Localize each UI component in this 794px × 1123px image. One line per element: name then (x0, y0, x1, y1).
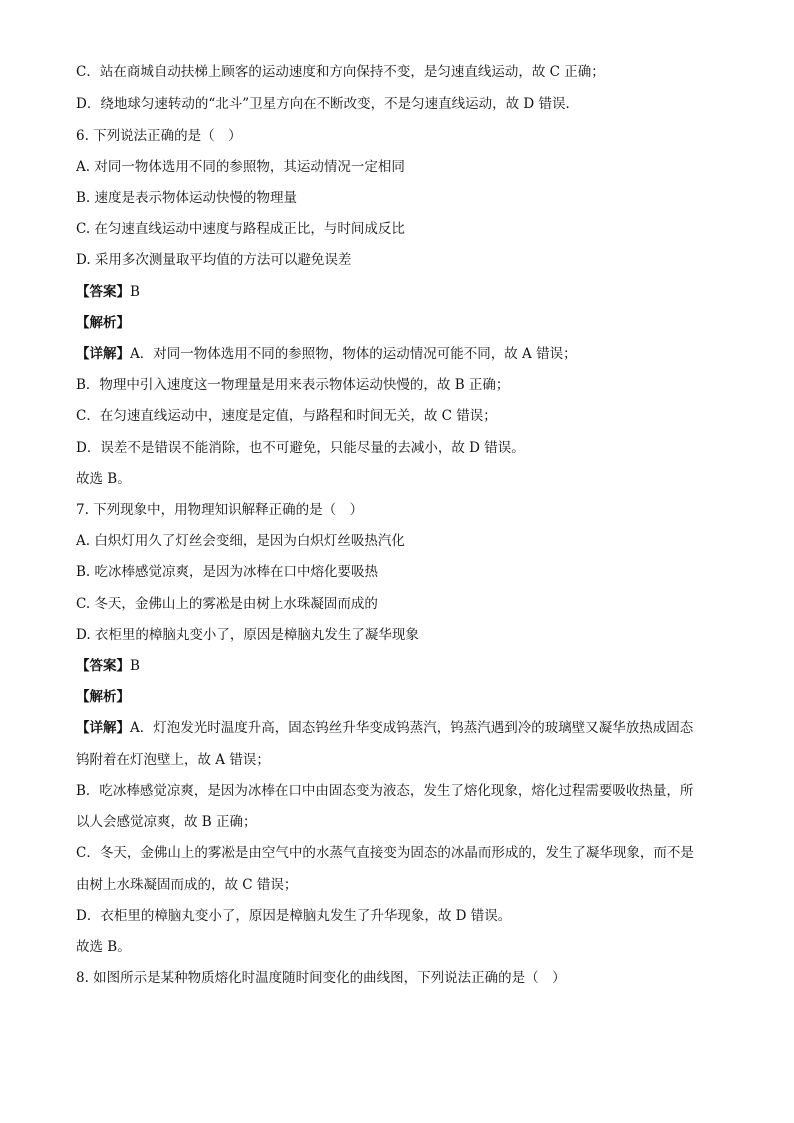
question-7-option-a: A. 白炽灯用久了灯丝会变细，是因为白炽灯丝吸热汽化 (76, 533, 405, 549)
question-7-option-d: D. 衣柜里的樟脑丸变小了，原因是樟脑丸发生了凝华现象 (76, 627, 419, 643)
question-6-detail-a (76, 344, 734, 364)
question-6-option-d: D. 采用多次测量取平均值的方法可以避免误差 (76, 252, 352, 268)
question-6-analysis-heading (76, 313, 734, 333)
question-7-conclusion: 故选 B。 (76, 939, 131, 955)
question-7-detail-b-1: B．吃冰棒感觉凉爽，是因为冰棒在口中由固态变为液态，发生了熔化现象，熔化过程需要吸收热量，所 (76, 783, 694, 799)
detail-text: A．对同一物体选用不同的参照物，物体的运动情况可能不同，故 A 错误； (130, 346, 577, 362)
prev-option-c-explanation: C．站在商城自动扶梯上顾客的运动速度和方向保持不变，是匀速直线运动，故 C 正确； (76, 64, 605, 80)
prev-option-d-explanation: D．绕地球匀速转动的“北斗”卫星方向在不断改变，不是匀速直线运动，故 D 错误． (76, 96, 580, 112)
question-6-conclusion: 故选 B。 (76, 471, 131, 487)
question-7-detail-a-1 (76, 718, 734, 738)
question-7-stem: 7. 下列现象中，用物理知识解释正确的是（ ） (76, 502, 364, 518)
detail-tag: 【详解】 (76, 720, 130, 736)
analysis-tag: 【解析】 (76, 315, 130, 331)
question-6-detail-d: D．误差不是错误不能消除，也不可避免，只能尽量的去减小，故 D 错误。 (76, 440, 525, 456)
answer-value: B (130, 658, 140, 674)
analysis-tag: 【解析】 (76, 689, 130, 705)
question-6-detail-c: C．在匀速直线运动中，速度是定值，与路程和时间无关，故 C 错误； (76, 408, 497, 424)
question-6-option-c: C. 在匀速直线运动中速度与路程成正比，与时间成反比 (76, 221, 405, 237)
question-7-option-b: B. 吃冰棒感觉凉爽，是因为冰棒在口中熔化要吸热 (76, 564, 379, 580)
question-6-option-b: B. 速度是表示物体运动快慢的物理量 (76, 190, 298, 206)
question-6-answer (76, 282, 734, 302)
detail-text: A．灯泡发光时温度升高，固态钨丝升华变成钨蒸汽，钨蒸汽遇到冷的玻璃壁又凝华放热成固态 (130, 720, 694, 736)
question-7-detail-c-2: 由树上水珠凝固而成的，故 C 错误； (76, 877, 298, 893)
detail-tag: 【详解】 (76, 346, 130, 362)
question-7-analysis-heading (76, 687, 734, 707)
answer-tag: 【答案】 (76, 658, 130, 674)
question-7-detail-b-2: 以人会感觉凉爽，故 B 正确； (76, 814, 257, 830)
question-8-stem: 8. 如图所示是某种物质熔化时温度随时间变化的曲线图，下列说法正确的是（ ） (76, 970, 566, 986)
question-6-option-a: A. 对同一物体选用不同的参照物，其运动情况一定相同 (76, 159, 405, 175)
question-7-option-c: C. 冬天，金佛山上的雾凇是由树上水珠凝固而成的 (76, 596, 378, 612)
question-7-detail-a-2: 钨附着在灯泡壁上，故 A 错误； (76, 752, 270, 768)
question-7-answer (76, 656, 734, 676)
question-6-stem: 6. 下列说法正确的是（ ） (76, 128, 242, 144)
question-7-detail-d: D．衣柜里的樟脑丸变小了，原因是樟脑丸发生了升华现象，故 D 错误。 (76, 908, 512, 924)
answer-value: B (130, 284, 140, 300)
question-6-detail-b: B．物理中引入速度这一物理量是用来表示物体运动快慢的，故 B 正确； (76, 377, 510, 393)
answer-tag: 【答案】 (76, 284, 130, 300)
question-7-detail-c-1: C．冬天，金佛山上的雾凇是由空气中的水蒸气直接变为固态的冰晶而形成的，发生了凝华现象，而不是 (76, 845, 694, 861)
